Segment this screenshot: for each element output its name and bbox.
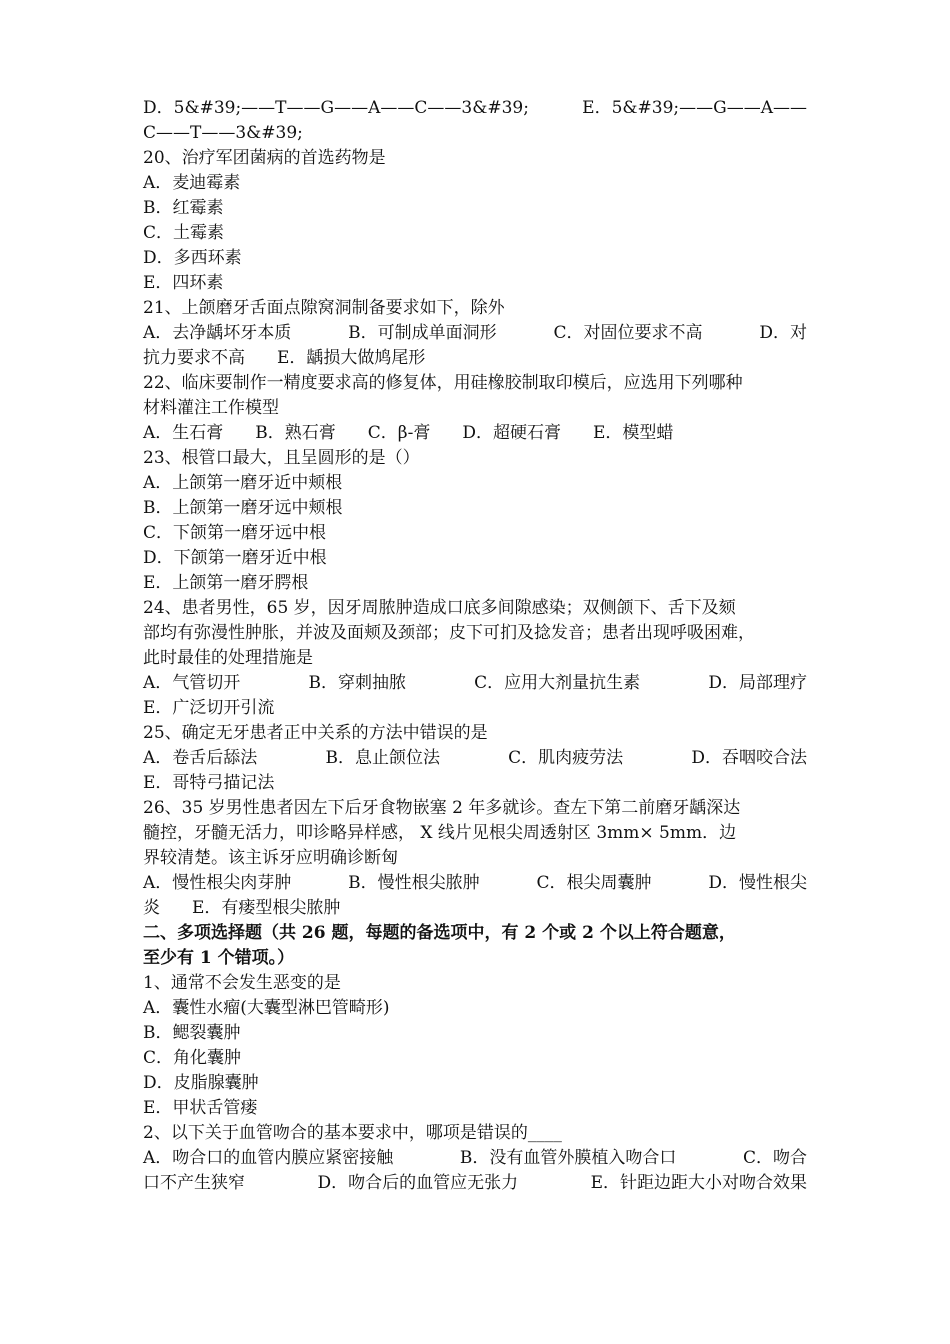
text-line: E．甲状舌管瘘 <box>143 1098 258 1118</box>
options-row <box>143 321 807 346</box>
document-page <box>143 96 807 1196</box>
option-text: A．慢性根尖肉芽肿 <box>143 873 292 893</box>
option-text: C．根尖周囊肿 <box>536 873 652 893</box>
options-row <box>143 671 807 696</box>
option-text: A．气管切开 <box>143 673 241 693</box>
text-line: B．红霉素 <box>143 198 224 218</box>
text-line: E．上颌第一磨牙腭根 <box>143 573 309 593</box>
options-row <box>143 871 807 896</box>
option-text: D．对 <box>759 323 807 343</box>
option-text: E．5&#39;——G——A—— <box>582 98 807 118</box>
option-text: D．慢性根尖 <box>708 873 807 893</box>
option-text: C．吻合 <box>742 1148 807 1168</box>
text-line: 26、35 岁男性患者因左下后牙食物嵌塞 2 年多就诊。查左下第二前磨牙龋深达 <box>143 798 741 818</box>
option-text: B．慢性根尖脓肿 <box>348 873 480 893</box>
text-line: 髓控，牙髓无活力，叩诊略异样感， X 线片见根尖周透射区 3mm× 5mm．边 <box>143 823 737 843</box>
text-line: E．广泛切开引流 <box>143 698 275 718</box>
option-text: E．龋损大做鸠尾形 <box>277 348 426 368</box>
option-text: A．卷舌后舔法 <box>143 748 258 768</box>
option-text: C．对固位要求不高 <box>553 323 703 343</box>
text-line: A．囊性水瘤(大囊型淋巴管畸形) <box>143 998 390 1018</box>
option-text: D．超硬石膏 <box>462 423 562 443</box>
option-text: B．穿刺抽脓 <box>308 673 406 693</box>
text-line: 20、治疗军团菌病的首选药物是 <box>143 148 386 168</box>
options-row <box>143 346 807 371</box>
text-line: 1、通常不会发生恶变的是 <box>143 973 341 993</box>
text-line: D．皮脂腺囊肿 <box>143 1073 259 1093</box>
text-line: 部均有弥漫性肿胀，并波及面颊及颈部；皮下可扪及捻发音；患者出现呼吸困难， <box>143 623 755 643</box>
option-text: 炎 <box>143 898 160 918</box>
option-text: C．β-膏 <box>367 423 431 443</box>
option-text: B．没有血管外膜植入吻合口 <box>459 1148 677 1168</box>
option-text: B．熟石膏 <box>255 423 336 443</box>
text-line: C．下颌第一磨牙远中根 <box>143 523 327 543</box>
option-text: E．针距边距大小对吻合效果 <box>590 1173 807 1193</box>
option-text: D．吞咽咬合法 <box>691 748 807 768</box>
option-text: 口不产生狭窄 <box>143 1173 245 1193</box>
options-row <box>143 421 807 446</box>
option-text: D．局部理疗 <box>708 673 807 693</box>
text-line: A．上颌第一磨牙近中颊根 <box>143 473 343 493</box>
text-line: 22、临床要制作一精度要求高的修复体，用硅橡胶制取印模后，应选用下列哪种 <box>143 373 743 393</box>
text-line: C——T——3&#39; <box>143 123 303 143</box>
option-text: E．有瘘型根尖脓肿 <box>192 898 341 918</box>
options-row <box>143 96 807 121</box>
text-line: 材料灌注工作模型 <box>143 398 279 418</box>
option-text: A．吻合口的血管内膜应紧密接触 <box>143 1148 394 1168</box>
text-line: 24、患者男性，65 岁，因牙周脓肿造成口底多间隙感染；双侧颌下、舌下及颏 <box>143 598 736 618</box>
option-text: A．去净龋坏牙本质 <box>143 323 292 343</box>
option-text: C．应用大剂量抗生素 <box>474 673 641 693</box>
option-text: D．5&#39;——T——G——A——C——3&#39; <box>143 98 529 118</box>
text-line: 21、上颌磨牙舌面点隙窝洞制备要求如下，除外 <box>143 298 505 318</box>
options-row <box>143 1146 807 1171</box>
options-row <box>143 896 807 921</box>
option-text: C．肌肉疲劳法 <box>508 748 624 768</box>
text-line: 2、以下关于血管吻合的基本要求中，哪项是错误的____ <box>143 1123 562 1143</box>
text-line: B．鳃裂囊肿 <box>143 1023 241 1043</box>
option-text: B．息止颌位法 <box>325 748 440 768</box>
section-heading-line: 至少有 1 个错项。） <box>143 948 295 968</box>
text-line: D．多西环素 <box>143 248 242 268</box>
option-text: D．吻合后的血管应无张力 <box>317 1173 519 1193</box>
text-line: 23、根管口最大，且呈圆形的是（） <box>143 448 420 468</box>
text-line: C．土霉素 <box>143 223 225 243</box>
options-row <box>143 746 807 771</box>
section-heading-line: 二、多项选择题（共 26 题，每题的备选项中，有 2 个或 2 个以上符合题意， <box>143 923 736 943</box>
option-text: B．可制成单面洞形 <box>348 323 497 343</box>
options-row <box>143 1171 807 1196</box>
text-line: D．下颌第一磨牙近中根 <box>143 548 327 568</box>
text-line: A．麦迪霉素 <box>143 173 241 193</box>
text-line: 25、确定无牙患者正中关系的方法中错误的是 <box>143 723 488 743</box>
text-line: E．哥特弓描记法 <box>143 773 275 793</box>
text-line: 界较清楚。该主诉牙应明确诊断匈 <box>143 848 398 868</box>
text-line: B．上颌第一磨牙远中颊根 <box>143 498 343 518</box>
option-text: A．生石膏 <box>143 423 224 443</box>
text-line: C．角化囊肿 <box>143 1048 242 1068</box>
option-text: E．模型蜡 <box>593 423 674 443</box>
option-text: 抗力要求不高 <box>143 348 245 368</box>
text-line: 此时最佳的处理措施是 <box>143 648 313 668</box>
text-line: E．四环素 <box>143 273 224 293</box>
